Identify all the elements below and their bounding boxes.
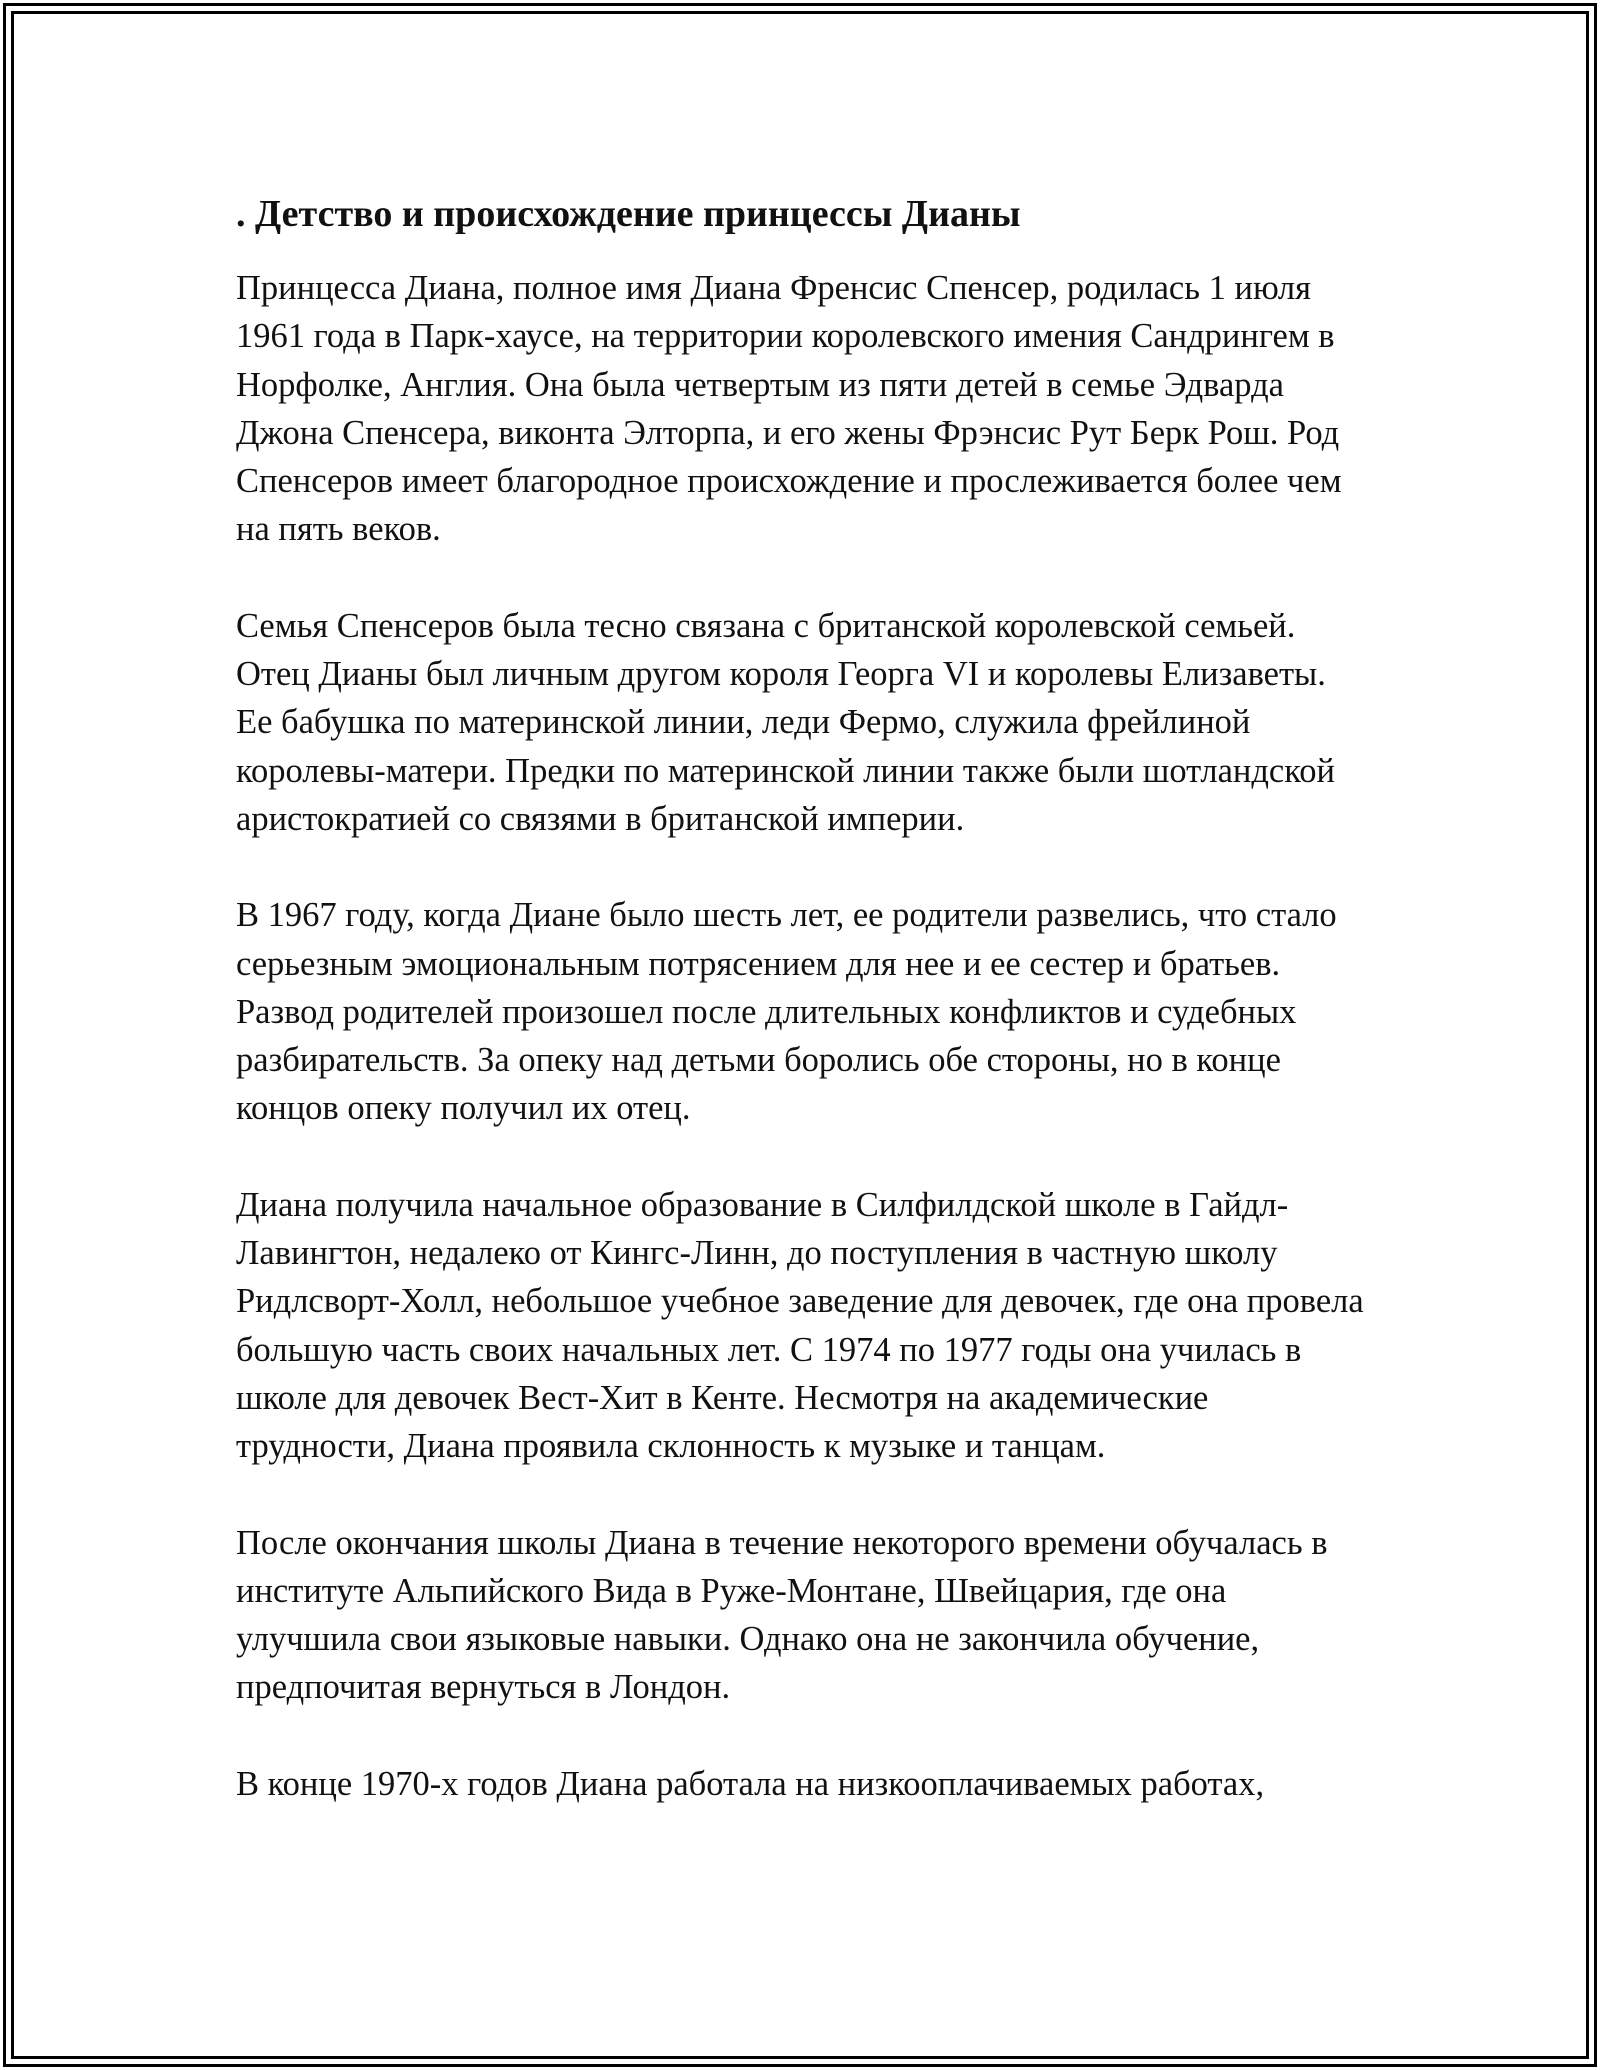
paragraph-royal-connections: Семья Спенсеров была тесно связана с британской королевской семьей. Отец Дианы был личным другом короля Георга VI и королевы Елизаветы. Ее бабушка по материнской линии, леди Фермо, служила фрейлиной королевы-матери. Предки по материнской линии также были шотландской аристократией со связями в британской империи. — [236, 606, 1335, 838]
document-body — [236, 186, 1366, 1808]
paragraph-parents-divorce: В 1967 году, когда Диане было шесть лет, ее родители развелись, что стало серьезным эмоциональным потрясением для нее и ее сестер и братьев. Развод родителей произошел после длительных конфликтов и судебных разбирательств. За опеку над детьми боролись обе стороны, но в конце концов опеку получил их отец. — [236, 896, 1337, 1128]
paragraph-education: Диана получила начальное образование в Силфилдской школе в Гайдл-Лавингтон, недалеко от Кингс-Линн, до поступления в частную школу Ридлсворт-Холл, небольшое учебное заведение для девочек, где она провела большую часть своих начальных лет. С 1974 по 1977 годы она училась в школе для девочек Вест-Хит в Кенте. Несмотря на академические трудности, Диана проявила склонность к музыке и танцам. — [236, 1185, 1364, 1466]
paragraph-birth-origins: Принцесса Диана, полное имя Диана Френсис Спенсер, родилась 1 июля 1961 года в Парк-хаусе, на территории королевского имения Сандрингем в Норфолке, Англия. Она была четвертым из пяти детей в семье Эдварда Джона Спенсера, виконта Элторпа, и его жены Фрэнсис Рут Берк Рош. Род Спенсеров имеет благородное происхождение и прослеживается более чем на пять веков. — [236, 269, 1342, 549]
paragraph-late-1970s: В конце 1970-х годов Диана работала на низкооплачиваемых работах, — [236, 1764, 1265, 1803]
section-heading: . Детство и происхождение принцессы Дианы — [236, 193, 1021, 235]
paragraph-switzerland: После окончания школы Диана в течение некоторого времени обучалась в институте Альпийского Вида в Руже-Монтане, Швейцария, где она улучшила свои языковые навыки. Однако она не закончила обучение, предпочитая вернуться в Лондон. — [236, 1523, 1328, 1707]
